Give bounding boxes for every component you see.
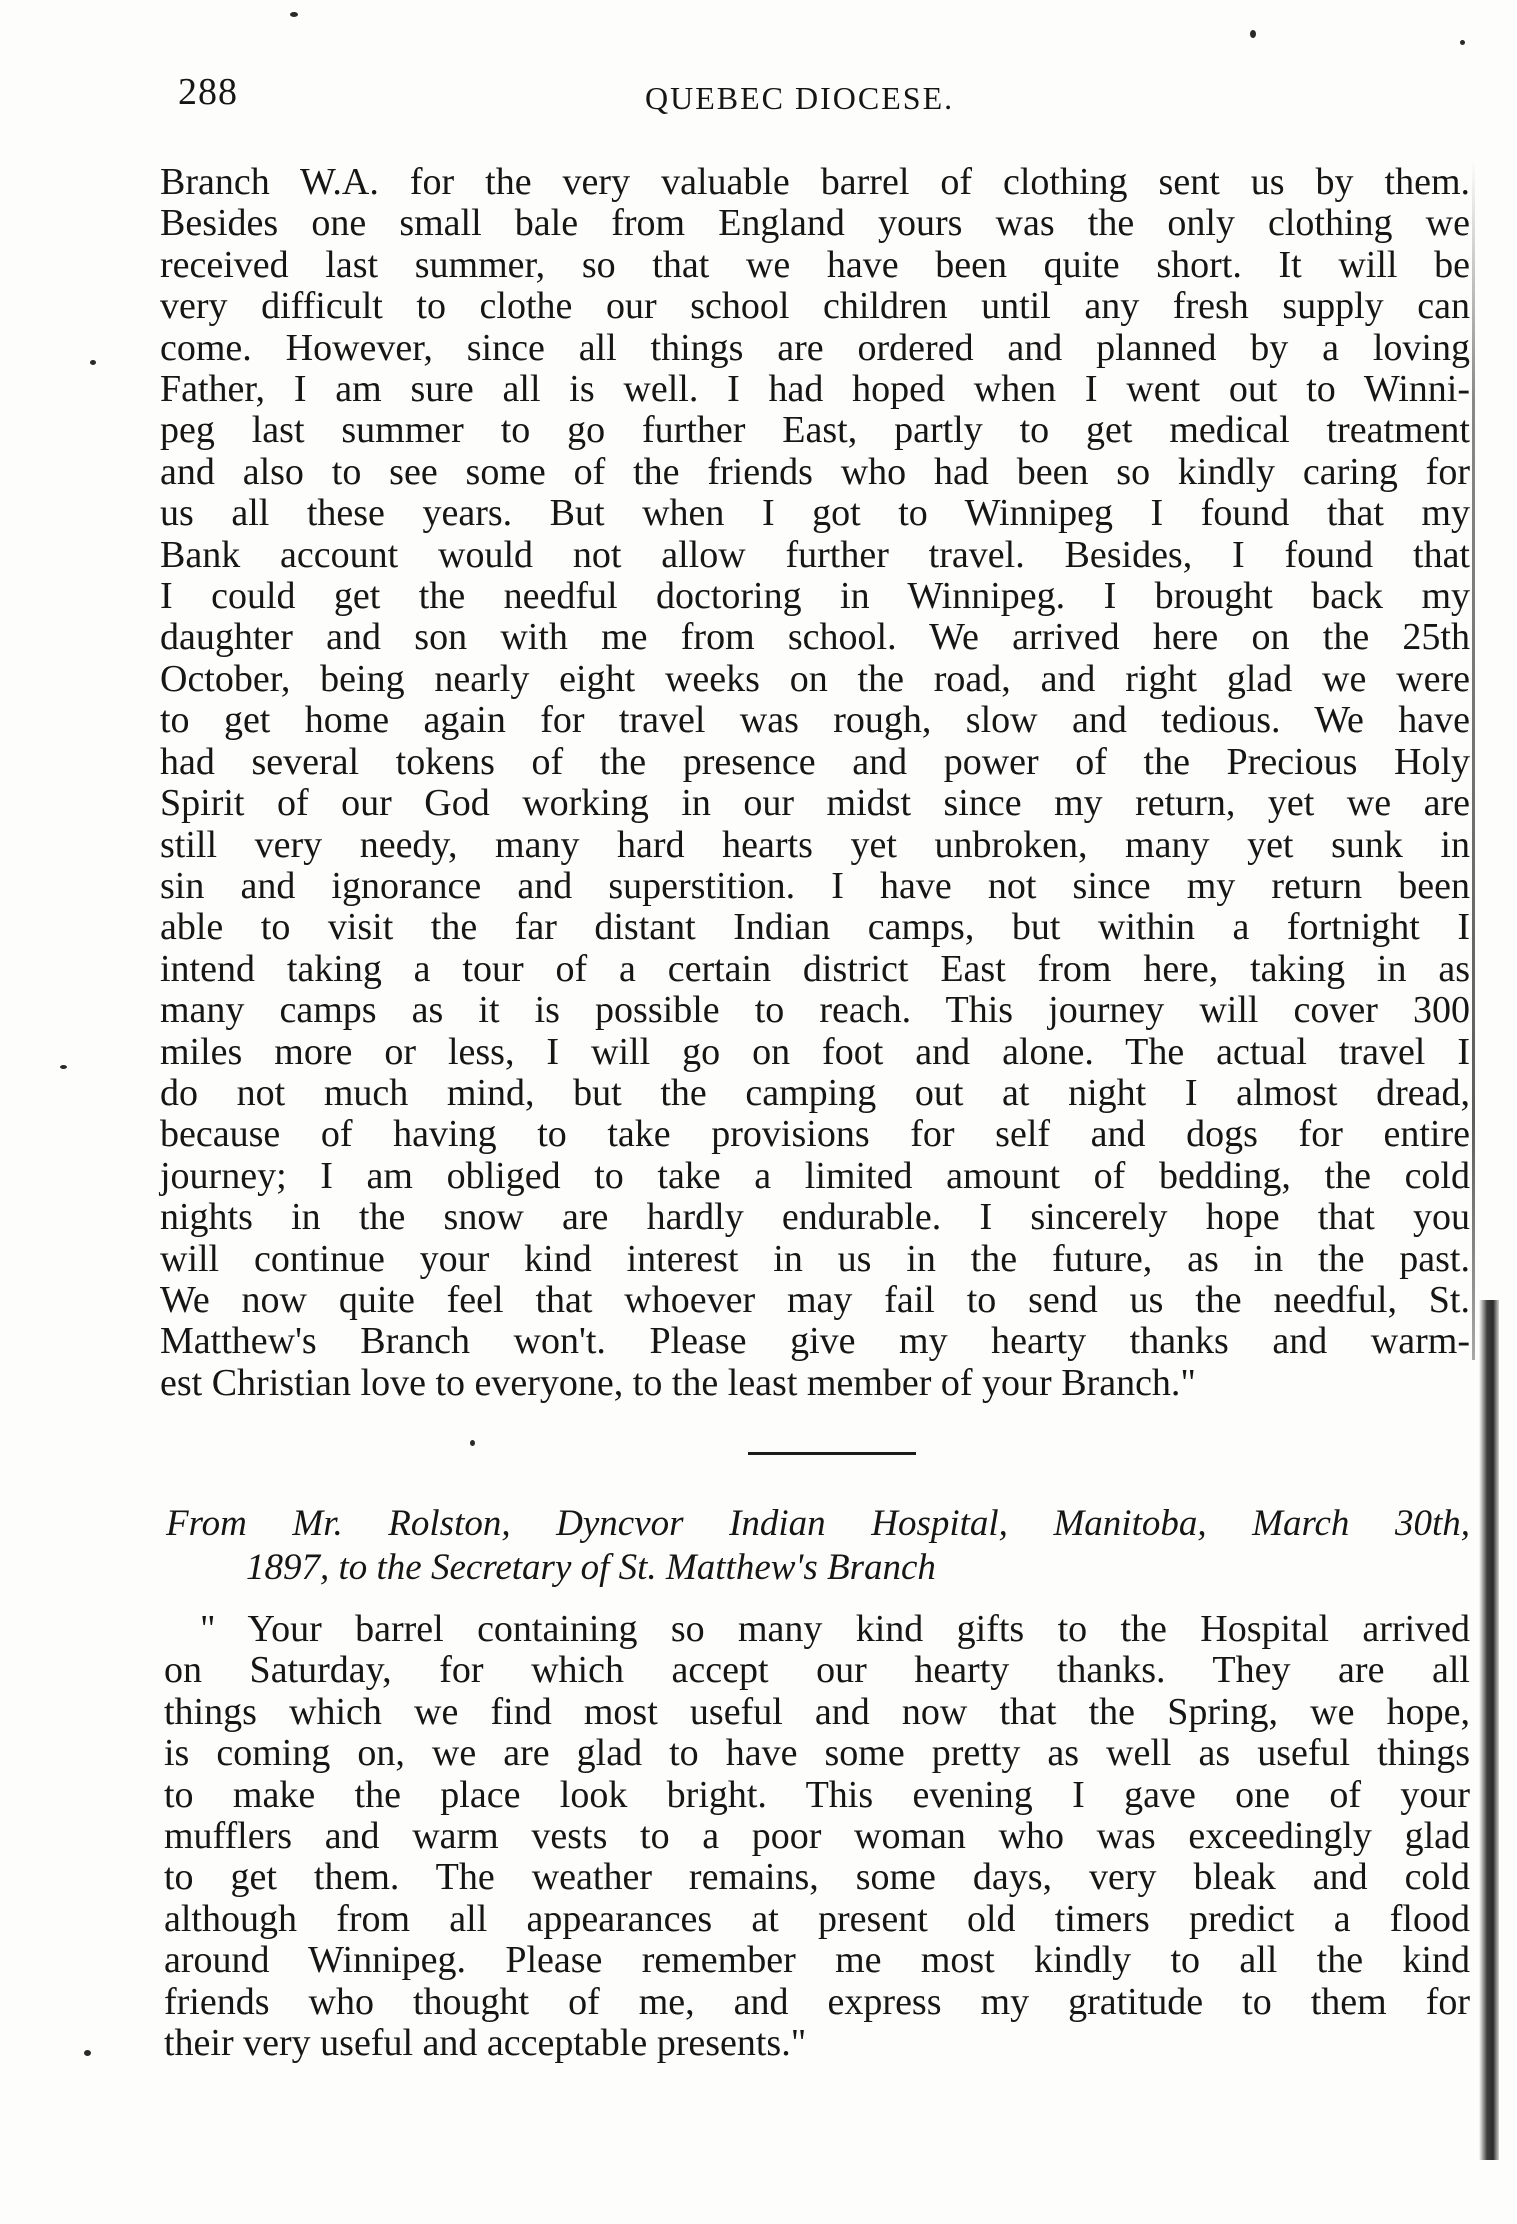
- scan-speck: [84, 2050, 91, 2056]
- text-line: do not much mind, but the camping out at night I almost dread,: [160, 1071, 1470, 1114]
- text-line: many camps as it is possible to reach. This journey will cover 300: [160, 989, 1470, 1032]
- text-line: had several tokens of the presence and power of the Precious Holy: [160, 740, 1470, 783]
- text-line: still very needy, many hard hearts yet unbroken, many yet sunk in: [160, 823, 1470, 866]
- text-line: Spirit of our God working in our midst since my return, yet we are: [160, 782, 1470, 825]
- text-line: peg last summer to go further East, partly to get medical treatment: [160, 409, 1470, 452]
- section-divider: [748, 1452, 916, 1455]
- text-line: is coming on, we are glad to have some pretty as well as useful things: [164, 1732, 1470, 1775]
- running-title: QUEBEC DIOCESE.: [645, 80, 955, 116]
- text-line: to get them. The weather remains, some days, very bleak and cold: [164, 1856, 1470, 1899]
- scan-speck: [290, 12, 298, 17]
- text-line: We now quite feel that whoever may fail to send us the needful, St.: [160, 1278, 1470, 1321]
- heading-line: From Mr. Rolston, Dyncvor Indian Hospital, Manitoba, March 30th,: [166, 1503, 1470, 1544]
- text-line: Besides one small bale from England yours was the only clothing we: [160, 202, 1470, 245]
- text-line: because of having to take provisions for self and dogs for entire: [160, 1113, 1470, 1156]
- text-line: Father, I am sure all is well. I had hoped when I went out to Winni-: [160, 368, 1470, 411]
- binding-edge-line: [1472, 160, 1475, 1360]
- text-line: intend taking a tour of a certain district East from here, taking in as: [160, 947, 1470, 990]
- scan-speck: [470, 1440, 475, 1446]
- scan-speck: [1250, 30, 1256, 38]
- text-line: mufflers and warm vests to a poor woman who was exceedingly glad: [164, 1815, 1470, 1858]
- text-line: to get home again for travel was rough, slow and tedious. We have: [160, 699, 1470, 742]
- text-line: around Winnipeg. Please remember me most kindly to all the kind: [164, 1939, 1470, 1982]
- text-line: will continue your kind interest in us in the future, as in the past.: [160, 1237, 1470, 1280]
- text-line: sin and ignorance and superstition. I have not since my return been: [160, 864, 1470, 907]
- scan-speck: [1460, 40, 1465, 45]
- text-line: come. However, since all things are ordered and planned by a loving: [160, 326, 1470, 369]
- text-line: daughter and son with me from school. We arrived here on the 25th: [160, 616, 1470, 659]
- text-line: nights in the snow are hardly endurable. I sincerely hope that you: [160, 1196, 1470, 1239]
- text-line: Matthew's Branch won't. Please give my hearty thanks and warm-: [160, 1320, 1470, 1363]
- page-number: 288: [178, 71, 238, 113]
- text-line: miles more or less, I will go on foot and alone. The actual travel I: [160, 1030, 1470, 1073]
- letter-one-body: [160, 162, 1470, 1404]
- text-line: Branch W.A. for the very valuable barrel of clothing sent us by them.: [160, 161, 1470, 203]
- text-line: " Your barrel containing so many kind gifts to the Hospital arrived: [200, 1608, 1470, 1650]
- text-line: although from all appearances at present old timers predict a flood: [164, 1897, 1470, 1940]
- text-line: est Christian love to everyone, to the least member of your Branch.": [160, 1361, 1196, 1404]
- text-line: and also to see some of the friends who had been so kindly caring for: [160, 450, 1470, 493]
- scan-speck: [90, 360, 96, 365]
- text-line: us all these years. But when I got to Winnipeg I found that my: [160, 492, 1470, 535]
- text-line: things which we find most useful and now that the Spring, we hope,: [164, 1690, 1470, 1733]
- text-line: their very useful and acceptable presents.": [164, 2022, 807, 2065]
- text-line: very difficult to clothe our school children until any fresh supply can: [160, 285, 1470, 328]
- heading-line: 1897, to the Secretary of St. Matthew's Branch: [246, 1547, 936, 1588]
- letter-two-heading: [166, 1502, 1470, 1590]
- text-line: on Saturday, for which accept our hearty thanks. They are all: [164, 1649, 1470, 1692]
- text-line: I could get the needful doctoring in Winnipeg. I brought back my: [160, 575, 1470, 618]
- scan-speck: [60, 1065, 67, 1069]
- text-line: October, being nearly eight weeks on the road, and right glad we were: [160, 657, 1470, 700]
- text-line: able to visit the far distant Indian camps, but within a fortnight I: [160, 906, 1470, 949]
- text-line: to make the place look bright. This evening I gave one of your: [164, 1773, 1470, 1816]
- letter-two-body: [164, 1609, 1470, 2064]
- text-line: journey; I am obliged to take a limited amount of bedding, the cold: [160, 1154, 1470, 1197]
- binding-edge-shadow: [1479, 1300, 1499, 2160]
- text-line: received last summer, so that we have been quite short. It will be: [160, 243, 1470, 286]
- text-line: friends who thought of me, and express my gratitude to them for: [164, 1980, 1470, 2023]
- text-line: Bank account would not allow further travel. Besides, I found that: [160, 533, 1470, 576]
